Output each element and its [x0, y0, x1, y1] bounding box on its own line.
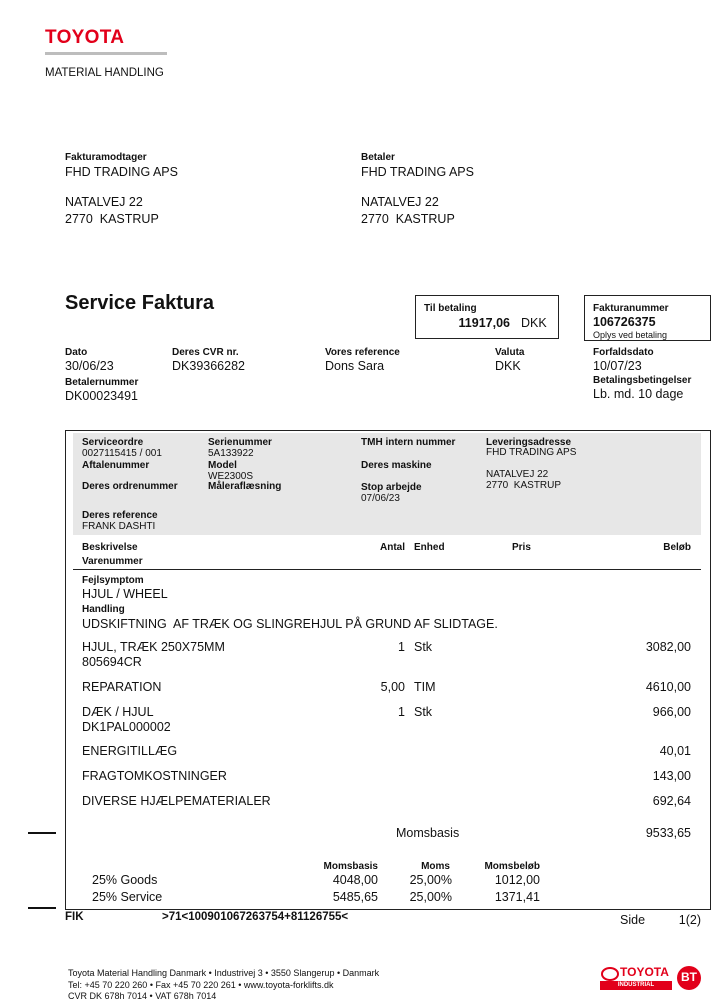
machine-label: Deres maskine: [361, 460, 432, 471]
tmh-label: TMH intern nummer: [361, 437, 456, 448]
invoice-number-note: Oplys ved betaling: [593, 330, 668, 340]
model-label: Model: [208, 460, 237, 471]
payer-name: FHD TRADING APS: [361, 165, 474, 179]
line-item-3-amount: 966,00: [652, 705, 691, 719]
your-reference-label: Deres reference: [82, 510, 158, 521]
delivery-label: Leveringsadresse: [486, 437, 572, 448]
vat-row-1-name: 25% Goods: [92, 873, 158, 887]
line-item-2-unit: TIM: [414, 680, 436, 694]
line-item-2-description: REPARATION: [82, 680, 162, 694]
due-date-value: 10/07/23: [593, 359, 642, 373]
fold-mark-1: [28, 832, 56, 834]
line-item-3-qty: 1: [398, 705, 405, 719]
vat-row-1-basis: 4048,00: [332, 873, 378, 887]
delivery-city: 2770 KASTRUP: [486, 480, 562, 491]
footer-toyota-logo: TOYOTA: [620, 965, 669, 979]
line-item-2-amount: 4610,00: [645, 680, 691, 694]
vat-row-1-amount: 1012,00: [494, 873, 540, 887]
cvr-label: Deres CVR nr.: [172, 347, 239, 358]
fault-symptom-value: HJUL / WHEEL: [82, 587, 168, 601]
stop-work-label: Stop arbejde: [361, 482, 422, 493]
invoice-title: Service Faktura: [65, 292, 214, 314]
line-item-6-description: DIVERSE HJÆLPEMATERIALER: [82, 794, 271, 808]
agreement-label: Aftalenummer: [82, 460, 150, 471]
header-divider: [73, 569, 701, 570]
date-value: 30/06/23: [65, 359, 114, 373]
fik-label: FIK: [65, 911, 84, 923]
col-unit: Enhed: [414, 542, 445, 553]
meter-label: Måleraflæsning: [208, 481, 282, 492]
your-reference-value: FRANK DASHTI: [82, 521, 156, 532]
payer-number-label: Betalernummer: [65, 377, 139, 388]
service-order-value: 0027115415 / 001: [82, 448, 162, 459]
currency-label: Valuta: [495, 347, 525, 358]
footer-industrial-equipment: INDUSTRIAL EQUIPMENT: [600, 981, 672, 990]
action-label: Handling: [82, 604, 125, 615]
toyota-logo: TOYOTA: [45, 27, 125, 48]
vat-row-2-rate: 25,00%: [409, 890, 452, 904]
line-item-4-description: ENERGITILLÆG: [82, 744, 178, 758]
line-item-3-number: DK1PAL000002: [82, 720, 171, 734]
toyota-emblem-icon: [601, 967, 619, 981]
line-item-1-qty: 1: [398, 640, 405, 654]
col-amount: Beløb: [663, 542, 691, 553]
line-item-5-description: FRAGTOMKOSTNINGER: [82, 769, 227, 783]
recipient-city: 2770 KASTRUP: [65, 212, 159, 226]
payment-terms-value: Lb. md. 10 dage: [593, 387, 684, 401]
line-item-1-description: HJUL, TRÆK 250X75MM: [82, 640, 225, 654]
col-quantity: Antal: [380, 542, 405, 553]
line-item-3-unit: Stk: [414, 705, 433, 719]
line-item-1-unit: Stk: [414, 640, 433, 654]
recipient-label: Fakturamodtager: [65, 152, 147, 163]
col-description: Beskrivelse: [82, 542, 138, 553]
invoice-number-box: [584, 295, 711, 341]
stop-work-value: 07/06/23: [361, 493, 400, 504]
order-number-label: Deres ordrenummer: [82, 481, 178, 492]
reference-value: Dons Sara: [325, 359, 385, 373]
vat-base-value: 9533,65: [645, 826, 691, 840]
invoice-number: 106726375: [593, 315, 656, 329]
recipient-name: FHD TRADING APS: [65, 165, 178, 179]
fault-symptom-label: Fejlsymptom: [82, 575, 144, 586]
invoice-number-label: Fakturanummer: [593, 303, 669, 314]
line-item-4-amount: 40,01: [659, 744, 691, 758]
bt-logo-icon: BT: [677, 966, 701, 990]
vat-base-label: Momsbasis: [396, 826, 460, 840]
page-label: Side: [620, 913, 646, 927]
line-item-3-description: DÆK / HJUL: [82, 705, 154, 719]
footer-cvr: CVR DK 678h 7014 • VAT 678h 7014: [68, 991, 217, 1001]
cvr-value: DK39366282: [172, 359, 245, 373]
line-item-5-amount: 143,00: [652, 769, 691, 783]
vat-row-2-basis: 5485,65: [332, 890, 378, 904]
serial-label: Serienummer: [208, 437, 272, 448]
action-value: UDSKIFTNING AF TRÆK OG SLINGREHJUL PÅ GRUND AF SLIDTAGE.: [82, 617, 498, 631]
fik-code: >71<100901067263754+81126755<: [162, 911, 349, 923]
vat-col-amount: Momsbeløb: [484, 861, 540, 872]
col-item-number: Varenummer: [82, 556, 143, 567]
vat-row-2-name: 25% Service: [92, 890, 163, 904]
recipient-street: NATALVEJ 22: [65, 195, 143, 209]
vat-col-basis: Momsbasis: [323, 861, 378, 872]
to-pay-currency: DKK: [521, 316, 547, 330]
serial-value: 5A133922: [208, 448, 254, 459]
line-item-1-number: 805694CR: [82, 655, 142, 669]
footer-address: Toyota Material Handling Danmark • Industrivej 3 • 3550 Slangerup • Danmark: [68, 968, 380, 978]
header-subtitle: MATERIAL HANDLING: [45, 67, 164, 79]
vat-row-2-amount: 1371,41: [494, 890, 540, 904]
delivery-street: NATALVEJ 22: [486, 469, 549, 480]
delivery-name: FHD TRADING APS: [486, 447, 577, 458]
reference-label: Vores reference: [325, 347, 400, 358]
currency-value: DKK: [495, 359, 521, 373]
fold-mark-2: [28, 907, 56, 909]
date-label: Dato: [65, 347, 88, 358]
service-order-label: Serviceordre: [82, 437, 144, 448]
logo-rule: [45, 52, 167, 55]
footer-contact: Tel: +45 70 220 260 • Fax +45 70 220 261 • www.toyota-forklifts.dk: [68, 980, 334, 990]
line-item-6-amount: 692,64: [652, 794, 691, 808]
to-pay-label: Til betaling: [424, 303, 477, 314]
payment-terms-label: Betalingsbetingelser: [593, 375, 692, 386]
col-price: Pris: [512, 542, 531, 553]
page-value: 1(2): [678, 913, 701, 927]
model-value: WE2300S: [208, 471, 254, 482]
payer-label: Betaler: [361, 152, 395, 163]
payer-number-value: DK00023491: [65, 389, 138, 403]
payer-street: NATALVEJ 22: [361, 195, 439, 209]
payer-city: 2770 KASTRUP: [361, 212, 455, 226]
line-item-1-amount: 3082,00: [645, 640, 691, 654]
line-item-2-qty: 5,00: [380, 680, 405, 694]
vat-row-1-rate: 25,00%: [409, 873, 452, 887]
vat-col-rate: Moms: [421, 861, 450, 872]
to-pay-box: [415, 295, 559, 339]
to-pay-amount: 11917,06: [458, 316, 510, 330]
due-date-label: Forfaldsdato: [593, 347, 654, 358]
